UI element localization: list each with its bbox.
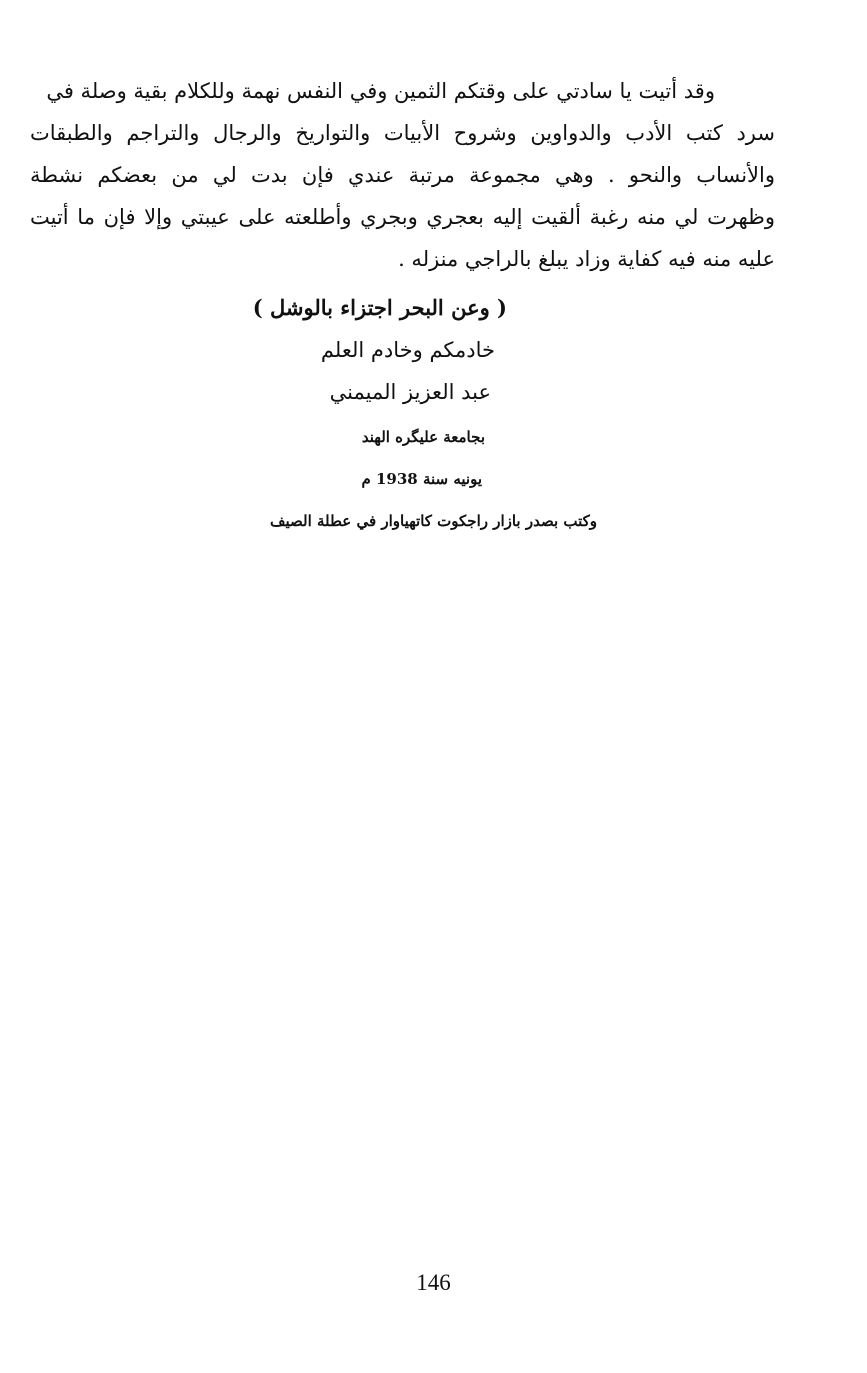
signature-date: يونيه سنة 1938 م — [361, 470, 482, 488]
signature-written-at: وكتب بصدر بازار راجكوت كاتهياوار في عطلة الصيف — [269, 512, 597, 530]
page-number: 146 — [416, 1270, 451, 1295]
paragraph-line: سرد كتب الأدب والدواوين وشروح الأبيات والتواريخ والرجال والتراجم والطبقات — [30, 121, 775, 145]
body-paragraph — [30, 70, 775, 280]
signature-quote: ( وعن البحر اجتزاء بالوشل ) — [252, 295, 507, 320]
paragraph-line: والأنساب والنحو . وهي مجموعة مرتبة عندي فإن بدت لي من بعضكم نشطة — [30, 163, 775, 187]
signature-place: بجامعة عليگره الهند — [361, 428, 485, 446]
paragraph-line: عليه منه فيه كفاية وزاد يبلغ بالراجي منزله . — [398, 247, 775, 271]
paragraph-line: وقد أتيت يا سادتي على وقتكم الثمين وفي النفس نهمة وللكلام بقية وصلة في — [46, 79, 715, 103]
signature-servant: خادمكم وخادم العلم — [320, 338, 495, 362]
signature-name: عبد العزيز الميمني — [329, 380, 491, 404]
paragraph-line: وظهرت لي منه رغبة ألقيت إليه بعجري وبجري وأطلعته على عيبتي وإلا فإن ما أتيت — [30, 205, 775, 229]
